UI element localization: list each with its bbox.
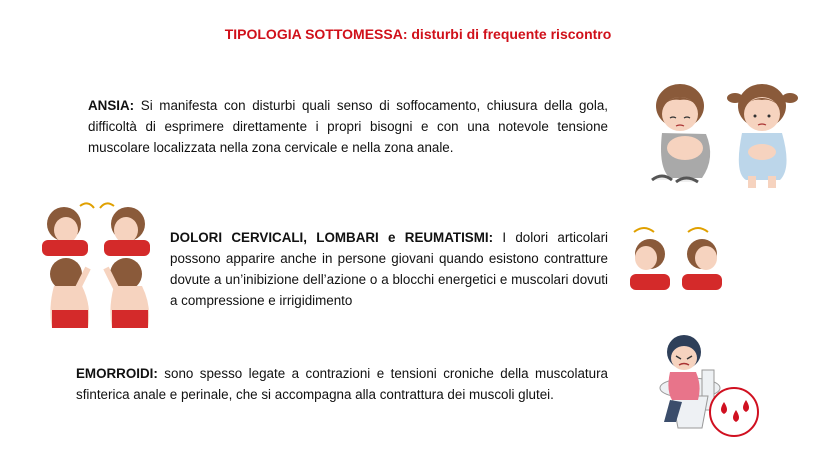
section-ansia (88, 95, 608, 158)
section-text: I dolori articolari possono apparire anche in persone giovani quando esistono contratture dovute a un’inibizione dell’azione o a blocchi energetici e muscolari dovuti a compressione e irrigidimento (170, 230, 609, 308)
section-dolori (170, 227, 608, 311)
section-heading: DOLORI CERVICALI, LOMBARI e REUMATISMI: (170, 230, 494, 245)
section-text: Si manifesta con disturbi quali senso di soffocamento, chiusura della gola, difficoltà di esprimere direttamente i propri bisogni e con una notevole tensione muscolare localizzata nella zona cervicale e nella zona anale. (88, 98, 608, 155)
anxious-children-illustration (640, 78, 810, 193)
page-title: TIPOLOGIA SOTTOMESSA: disturbi di frequente riscontro (224, 26, 612, 42)
section-heading: ANSIA: (88, 98, 135, 113)
section-text: sono spesso legate a contrazioni e tensioni croniche della muscolatura sfinterica anale e perinale, che si accompagna alla contrattura dei muscoli glutei. (76, 366, 608, 402)
section-emorroidi (76, 363, 608, 405)
hemorrhoids-illustration (652, 330, 762, 440)
neck-exercise-illustration (38, 198, 156, 334)
section-heading: EMORROIDI: (76, 366, 158, 381)
neck-tilt-illustration (626, 224, 726, 292)
